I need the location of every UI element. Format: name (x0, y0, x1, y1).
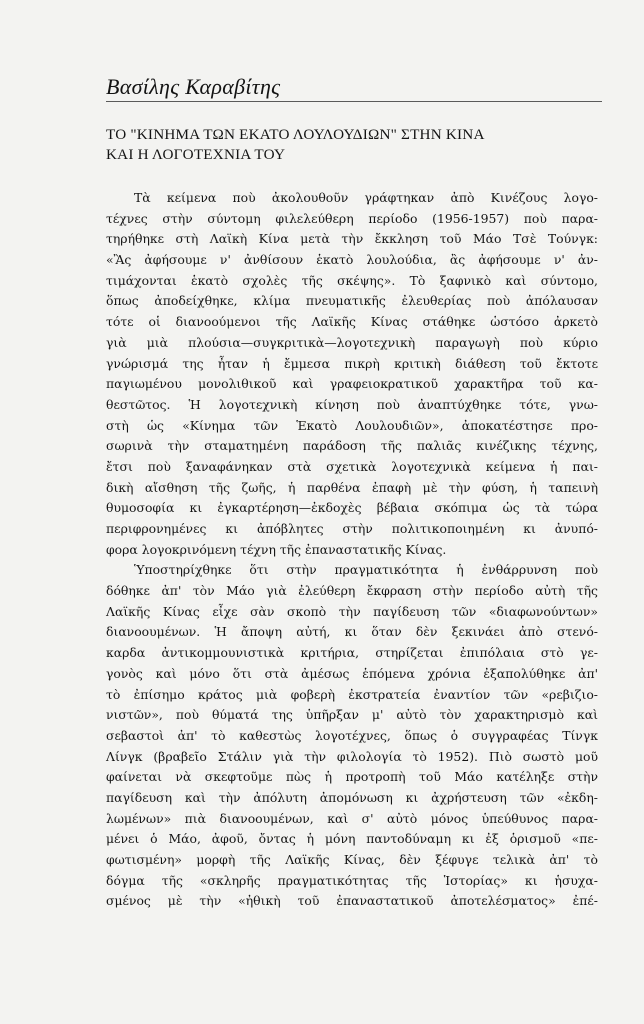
text-line: μένει ὁ Μάο, ἀφοῦ, ὄντας ἡ μόνη παντοδύναμη κι ἐξ ὁρισμοῦ «πε- (106, 831, 598, 847)
text-line: Τὰ κείμενα ποὺ ἀκολουθοῦν γράφτηκαν ἀπὸ Κινέζους λογο- (134, 190, 598, 205)
title-line: ΤΟ "ΚΙΝΗΜΑ ΤΩΝ ΕΚΑΤΟ ΛΟΥΛΟΥΔΙΩΝ" ΣΤΗΝ ΚΙΝΑ (106, 126, 485, 143)
body-text (106, 188, 598, 912)
text-line: δόγμα τῆς «σκληρῆς πραγματικότητας τῆς Ἱστορίας» κι ἡσυχα- (106, 872, 598, 888)
text-line: στὴ ὡς «Κίνημα τῶν Ἑκατὸ Λουλουδιῶν», ἀποκατέστησε προ- (106, 417, 598, 433)
text-line: φαίνεται νὰ σκεφτοῦμε πὼς ἡ προτροπὴ τοῦ Μάο κατέληξε στὴν (106, 769, 598, 785)
text-line: Ὑποστηρίχθηκε ὅτι στὴν πραγματικότητα ἡ ἐνθάρρυνση ποὺ (134, 562, 598, 578)
text-line: φορα λογοκρινόμενη τέχνη τῆς ἐπαναστατικῆς Κίνας. (106, 541, 447, 557)
text-line: περιφρονημένες κι ἀπόβλητες στὴν πολιτικοποιημένη κι ἀνυπό- (106, 521, 598, 536)
text-line: ἔτσι ποὺ ξαναφάνηκαν στὰ σχετικὰ λογοτεχνικὰ κείμενα ἡ παι- (106, 458, 598, 474)
text-line: τηρήθηκε στὴ Λαϊκὴ Κίνα μετὰ τὴν ἔκκληση τοῦ Μάο Τσὲ Τούνγκ: (106, 231, 598, 247)
text-line: σεβαστοὶ ἀπ' τὸ καθεστὼς λογοτέχνες, ὅπως ὁ συγγραφέας Τίνγκ (106, 727, 598, 743)
text-line: δόθηκε ἀπ' τὸν Μάο γιὰ ἐλεύθερη ἔκφραση στὴν περίοδο αὐτὴ τῆς (106, 583, 598, 599)
text-line: γνώρισμά της ἦταν ἡ ἔμμεσα πικρὴ κριτικὴ διάθεση τοῦ ἔκτοτε (106, 355, 598, 371)
text-line: θυμοσοφία κι ἐγκαρτέρηση—ἐκδοχὲς βέβαια σκόπιμα ὡς τὰ τώρα (106, 500, 598, 516)
text-line: «Ἂς ἀφήσουμε ν' ἀνθίσουν ἑκατὸ λουλούδια, ἂς ἀφήσουμε ν' ἀν- (106, 252, 598, 268)
text-line: τότε οἱ διανοούμενοι τῆς Λαϊκῆς Κίνας στάθηκε ὡστόσο ἀρκετὸ (106, 314, 598, 330)
author-name: Βασίλης Καραβίτης (106, 74, 281, 99)
text-line: γιὰ μιὰ πλούσια—συγκριτικὰ—λογοτεχνικὴ παραγωγὴ ποὺ κύριο (106, 334, 598, 350)
text-line: σωρινὰ τὴν σταματημένη παράδοση τῆς παλιᾶς κινέζικης τέχνης, (106, 438, 598, 454)
text-line: γονὸς καὶ μόνο ὅτι στὰ ἀμέσως ἑπόμενα χρόνια ἐξαπολύθηκε ἀπ' (106, 665, 598, 681)
text-line: παγίδευση καὶ τὴν ἀπόλυτη ἀπομόνωση κι ἀχρήστευση τῶν «ἐκδη- (106, 789, 598, 805)
text-line: διανοουμένων. Ἡ ἄποψη αὐτή, κι ὅταν δὲν ξεκινάει ἀπὸ στενό- (106, 624, 598, 640)
text-line: λωμένων» πιὰ διανοουμένων, καὶ σ' αὐτὸ μόνος ὑπεύθυνος παρα- (106, 810, 598, 826)
text-line: θεστῶτος. Ἡ λογοτεχνικὴ κίνηση ποὺ ἀναπτύχθηκε τότε, γνω- (106, 396, 598, 412)
text-line: φωτισμένη» μορφὴ τῆς Λαϊκῆς Κίνας, δὲν ξέφυγε τελικὰ ἀπ' τὸ (106, 852, 598, 867)
text-line: τὸ ἐπίσημο κράτος μιὰ φοβερὴ ἐκστρατεία ἐναντίον τῶν «ρεβιζιο- (106, 686, 598, 702)
text-line: τιμάχονται ἑκατὸ σχολὲς τῆς σκέψης». Τὸ ξαφνικὸ καὶ σύντομο, (106, 272, 598, 288)
text-line: σμένος μὲ τὴν «ἠθικὴ τοῦ ἐπαναστατικοῦ ἀποτελέσματος» ἐπέ- (106, 893, 598, 909)
text-line: τέχνες στὴν σύντομη φιλελεύθερη περίοδο (1956-1957) ποὺ παρα- (106, 210, 598, 226)
text-line: παγιωμένου μονολιθικοῦ καὶ γραφειοκρατικοῦ χαρακτῆρα τοῦ κα- (106, 376, 598, 392)
text-line: ὅπως ἀποδείχθηκε, κλίμα πνευματικῆς ἐλευθερίας ποὺ ἀπόλαυσαν (106, 293, 598, 309)
header-rule (106, 101, 602, 102)
text-line: Λίνγκ (βραβεῖο Στάλιν γιὰ τὴν φιλολογία τὸ 1952). Πιὸ σωστὸ μοῦ (106, 748, 598, 764)
text-line: Λαϊκῆς Κίνας εἶχε σὰν σκοπὸ τὴν παγίδευση τῶν «διαφωνούντων» (106, 603, 598, 619)
title-line: ΚΑΙ Η ΛΟΓΟΤΕΧΝΙΑ ΤΟΥ (106, 146, 286, 163)
text-line: καρδα ἀντικομμουνιστικὰ κριτήρια, στηρίζεται ἐπιπόλαια στὸ γε- (106, 645, 598, 661)
text-line: νιστῶν», ποὺ θύματά της ὑπῆρξαν μ' αὐτὸ τὸν χαρακτηρισμὸ καὶ (106, 707, 598, 723)
article-title (106, 125, 606, 165)
text-line: δικὴ αἴσθηση τῆς ζωῆς, ἡ παρθένα ἐπαφὴ μὲ τὴν φύση, ἡ ταπεινὴ (106, 479, 598, 495)
